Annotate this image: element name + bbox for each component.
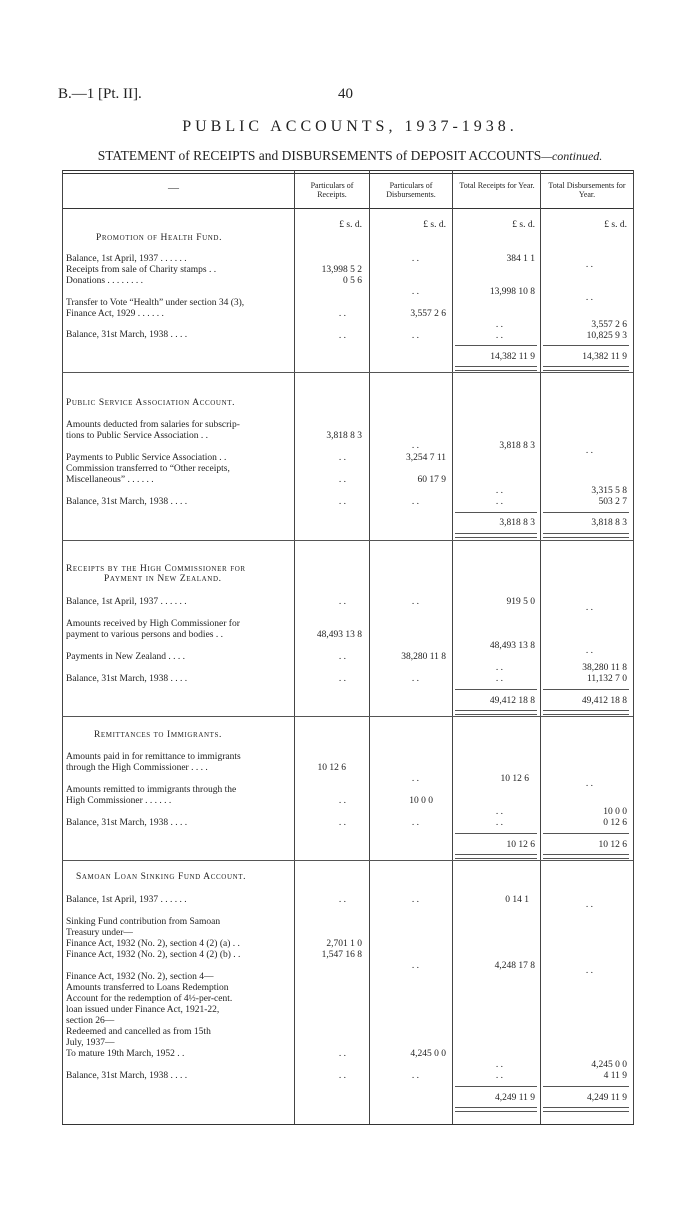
placeholder-dots: . . xyxy=(411,961,419,971)
account-line: Receipts from sale of Charity stamps . . xyxy=(66,265,217,275)
receipt-value: 0 5 6 xyxy=(343,276,362,286)
account-title: Remittances to Immigrants. xyxy=(94,730,222,740)
total-disbursement-value: 11,132 7 0 xyxy=(586,674,627,684)
subtotal-rule xyxy=(543,833,629,834)
account-line: Balance, 31st March, 1938 . . . . xyxy=(66,674,188,684)
desc-column-header: — xyxy=(168,182,179,194)
total-receipt-value: 13,998 10 8 xyxy=(489,287,535,297)
account-line: Account for the redemption of 4½-per-cent. xyxy=(66,994,233,1004)
subtitle-suffix: —continued. xyxy=(541,149,603,163)
account-total-disbursements: 49,412 18 8 xyxy=(581,696,627,706)
total-double-rule xyxy=(543,533,629,538)
total-double-rule xyxy=(543,710,629,715)
subtotal-rule xyxy=(543,345,629,346)
disbursement-value: 10 0 0 xyxy=(409,796,433,806)
total-receipt-value: 3,818 8 3 xyxy=(499,441,535,451)
account-total-disbursements: 4,249 11 9 xyxy=(586,1093,627,1103)
receipt-value: 3,818 8 3 xyxy=(326,431,362,441)
placeholder-dots: . . xyxy=(495,807,503,817)
placeholder-dots: . . xyxy=(411,895,419,905)
account-line: tions to Public Service Association . . xyxy=(66,431,208,441)
total-receipt-value: 48,493 13 8 xyxy=(489,641,535,651)
disbursement-value: 38,280 11 8 xyxy=(401,652,446,662)
placeholder-dots: . . xyxy=(338,309,346,319)
account-line: Amounts paid in for remittance to immigrants xyxy=(66,752,241,762)
account-line: Redeemed and cancelled as from 15th xyxy=(66,1027,211,1037)
placeholder-dots: . . xyxy=(585,900,593,910)
placeholder-dots: . . xyxy=(338,331,346,341)
total-disbursement-value: 38,280 11 8 xyxy=(582,663,627,673)
placeholder-dots: . . xyxy=(495,331,503,341)
account-line: Balance, 31st March, 1938 . . . . xyxy=(66,330,188,340)
account-line: payment to various persons and bodies . . xyxy=(66,630,223,640)
receipts-column-header: Particulars of Receipts. xyxy=(310,181,354,199)
account-line: through the High Commissioner . . . . xyxy=(66,763,208,773)
subtotal-rule xyxy=(543,512,629,513)
account-total-receipts: 3,818 8 3 xyxy=(499,518,535,528)
section-divider xyxy=(62,716,633,717)
account-line: loan issued under Finance Act, 1921-22, xyxy=(66,1005,220,1015)
total-disbursement-value: 503 2 7 xyxy=(598,497,627,507)
subtotal-rule xyxy=(543,1086,629,1087)
account-line: Commission transferred to “Other receipts, xyxy=(66,464,230,474)
total-disbursements-column-header: Total Disbursements for Year. xyxy=(548,181,626,199)
total-double-rule xyxy=(455,366,537,371)
total-disbursement-value: 4,245 0 0 xyxy=(591,1060,627,1070)
total-receipts-column-header: Total Receipts for Year. xyxy=(459,181,535,190)
placeholder-dots: . . xyxy=(411,774,419,784)
total-disbursement-value: 4 11 9 xyxy=(603,1071,627,1081)
account-line: Finance Act, 1932 (No. 2), section 4 (2) (a) . . xyxy=(66,939,240,949)
placeholder-dots: . . xyxy=(411,818,419,828)
account-line: Transfer to Vote “Health” under section 34 (3), xyxy=(66,298,245,308)
placeholder-dots: . . xyxy=(411,497,419,507)
account-line: Sinking Fund contribution from Samoan xyxy=(66,917,221,927)
placeholder-dots: . . xyxy=(585,646,593,656)
account-line: Balance, 31st March, 1938 . . . . xyxy=(66,818,188,828)
unit-total-disbursements: £ s. d. xyxy=(604,220,627,230)
total-disbursement-value: 10 0 0 xyxy=(603,807,627,817)
col-divider-right xyxy=(633,170,634,1124)
placeholder-dots: . . xyxy=(495,486,503,496)
account-title: Public Service Association Account. xyxy=(66,398,236,408)
total-double-rule xyxy=(455,854,537,859)
table-top-rule-inner xyxy=(62,173,634,174)
placeholder-dots: . . xyxy=(411,254,419,264)
total-receipt-value: 919 5 0 xyxy=(506,597,535,607)
unit-total-receipts: £ s. d. xyxy=(512,220,535,230)
placeholder-dots: . . xyxy=(585,603,593,613)
account-line: Balance, 31st March, 1938 . . . . xyxy=(66,1071,188,1081)
total-double-rule xyxy=(543,854,629,859)
placeholder-dots: . . xyxy=(338,796,346,806)
account-line: Amounts deducted from salaries for subscrip- xyxy=(66,420,240,430)
placeholder-dots: . . xyxy=(338,818,346,828)
account-line: section 26— xyxy=(66,1016,115,1026)
placeholder-dots: . . xyxy=(338,497,346,507)
disbursements-column-header: Particulars of Disbursements. xyxy=(386,181,436,199)
account-title: Promotion of Health Fund. xyxy=(96,233,223,243)
subtotal-rule xyxy=(455,1086,537,1087)
receipt-value: 13,998 5 2 xyxy=(321,265,362,275)
subtotal-rule xyxy=(543,689,629,690)
unit-disbursements: £ s. d. xyxy=(423,220,446,230)
account-line: Amounts received by High Commissioner for xyxy=(66,619,240,629)
placeholder-dots: . . xyxy=(495,674,503,684)
account-title: Samoan Loan Sinking Fund Account. xyxy=(76,872,247,882)
placeholder-dots: . . xyxy=(411,287,419,297)
placeholder-dots: . . xyxy=(585,779,593,789)
account-line: Miscellaneous” . . . . . . xyxy=(66,475,154,485)
account-total-disbursements: 10 12 6 xyxy=(598,840,627,850)
col-divider-left xyxy=(62,170,63,1124)
placeholder-dots: . . xyxy=(338,652,346,662)
account-line: Balance, 1st April, 1937 . . . . . . xyxy=(66,597,187,607)
placeholder-dots: . . xyxy=(338,895,346,905)
col-divider-total-disbursements xyxy=(540,170,541,1124)
account-line: July, 1937— xyxy=(66,1038,115,1048)
placeholder-dots: . . xyxy=(495,497,503,507)
account-line: Payments to Public Service Association . . xyxy=(66,453,227,463)
account-total-receipts: 49,412 18 8 xyxy=(489,696,535,706)
section-divider xyxy=(62,860,633,861)
table-top-rule xyxy=(62,170,634,171)
account-total-disbursements: 14,382 11 9 xyxy=(582,352,627,362)
placeholder-dots: . . xyxy=(495,663,503,673)
total-double-rule xyxy=(455,710,537,715)
placeholder-dots: . . xyxy=(411,1071,419,1081)
report-reference: B.—1 [Pt. II]. xyxy=(58,86,142,102)
account-line: To mature 19th March, 1952 . . xyxy=(66,1049,185,1059)
total-disbursement-value: 3,315 5 8 xyxy=(591,486,627,496)
account-line: Balance, 1st April, 1937 . . . . . . xyxy=(66,895,187,905)
placeholder-dots: . . xyxy=(338,1049,346,1059)
placeholder-dots: . . xyxy=(338,453,346,463)
col-divider-total-receipts xyxy=(452,170,453,1124)
disbursement-value: 4,245 0 0 xyxy=(410,1049,446,1059)
placeholder-dots: . . xyxy=(338,475,346,485)
placeholder-dots: . . xyxy=(338,674,346,684)
placeholder-dots: . . xyxy=(411,331,419,341)
placeholder-dots: . . xyxy=(495,818,503,828)
account-total-receipts: 4,249 11 9 xyxy=(494,1093,535,1103)
placeholder-dots: . . xyxy=(411,441,419,451)
subtotal-rule xyxy=(455,345,537,346)
total-double-rule xyxy=(455,533,537,538)
disbursement-value: 3,557 2 6 xyxy=(410,309,446,319)
placeholder-dots: . . xyxy=(495,1060,503,1070)
unit-receipts: £ s. d. xyxy=(339,220,362,230)
account-total-disbursements: 3,818 8 3 xyxy=(591,518,627,528)
total-disbursement-value: 10,825 9 3 xyxy=(586,331,627,341)
subtitle-text: STATEMENT of RECEIPTS and DISBURSEMENTS of DEPOSIT ACCOUNTS xyxy=(97,148,542,163)
placeholder-dots: . . xyxy=(411,597,419,607)
header-bottom-rule xyxy=(62,208,634,209)
total-double-rule xyxy=(543,366,629,371)
account-line: Balance, 31st March, 1938 . . . . xyxy=(66,497,188,507)
account-line: Finance Act, 1929 . . . . . . xyxy=(66,309,164,319)
subtotal-rule xyxy=(455,689,537,690)
receipt-value: 48,493 13 8 xyxy=(316,630,362,640)
col-divider-receipts xyxy=(294,170,295,1124)
account-line: Balance, 1st April, 1937 . . . . . . xyxy=(66,254,187,264)
receipt-value: 10 12 6 xyxy=(317,763,346,773)
subtotal-rule xyxy=(455,512,537,513)
col-divider-disbursements xyxy=(369,170,370,1124)
placeholder-dots: . . xyxy=(585,446,593,456)
placeholder-dots: . . xyxy=(585,260,593,270)
total-double-rule xyxy=(455,1107,537,1112)
page-number: 40 xyxy=(338,86,353,102)
receipt-value: 2,701 1 0 xyxy=(326,939,362,949)
disbursement-value: 3,254 7 11 xyxy=(405,453,446,463)
placeholder-dots: . . xyxy=(338,1071,346,1081)
receipt-value: 1,547 16 8 xyxy=(321,950,362,960)
disbursement-value: 60 17 9 xyxy=(417,475,446,485)
placeholder-dots: . . xyxy=(338,597,346,607)
section-divider xyxy=(62,540,633,541)
placeholder-dots: . . xyxy=(495,1071,503,1081)
placeholder-dots: . . xyxy=(585,293,593,303)
account-line: Treasury under— xyxy=(66,928,133,938)
account-line: Payments in New Zealand . . . . xyxy=(66,652,185,662)
total-receipt-value: 4,248 17 8 xyxy=(494,961,535,971)
account-total-receipts: 14,382 11 9 xyxy=(490,352,535,362)
section-divider xyxy=(62,372,633,373)
account-line: Finance Act, 1932 (No. 2), section 4— xyxy=(66,972,214,982)
account-line: Finance Act, 1932 (No. 2), section 4 (2) (b) . . xyxy=(66,950,241,960)
account-title-line: Receipts by the High Commissioner for xyxy=(66,564,246,574)
account-line: Amounts transferred to Loans Redemption xyxy=(66,983,229,993)
table-bottom-rule xyxy=(62,1124,634,1125)
account-line: High Commissioner . . . . . . xyxy=(66,796,172,806)
subtotal-rule xyxy=(455,833,537,834)
statement-subtitle xyxy=(0,148,700,164)
total-receipt-value: 384 1 1 xyxy=(506,254,535,264)
total-disbursement-value: 3,557 2 6 xyxy=(591,320,627,330)
page-title: PUBLIC ACCOUNTS, 1937-1938. xyxy=(182,118,518,135)
total-double-rule xyxy=(543,1107,629,1112)
placeholder-dots: . . xyxy=(411,674,419,684)
account-title-line: Payment in New Zealand. xyxy=(104,574,222,584)
placeholder-dots: . . xyxy=(495,320,503,330)
total-receipt-value: 0 14 1 xyxy=(505,895,529,905)
placeholder-dots: . . xyxy=(585,966,593,976)
account-line: Amounts remitted to immigrants through the xyxy=(66,785,237,795)
account-line: Donations . . . . . . . . xyxy=(66,276,144,286)
total-receipt-value: 10 12 6 xyxy=(500,774,529,784)
total-disbursement-value: 0 12 6 xyxy=(603,818,627,828)
account-total-receipts: 10 12 6 xyxy=(506,840,535,850)
